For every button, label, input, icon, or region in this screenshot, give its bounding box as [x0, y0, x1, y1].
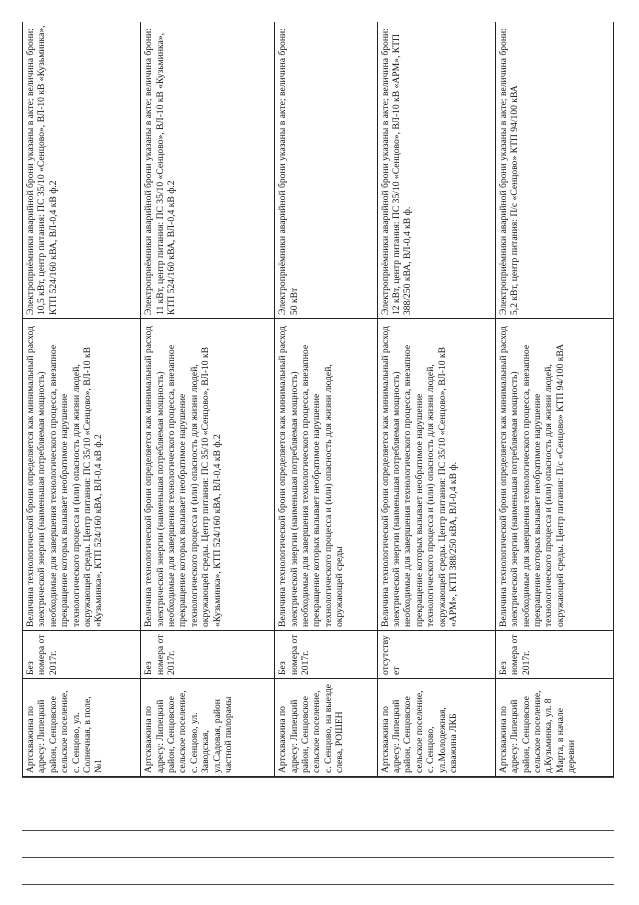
- power-reserve-table: [22, 22, 614, 777]
- emergency-cell: Электроприёмники аварийной брони указаны в акте; величина брони: 11 кВт, центр питания: ПС 35/10 «Сенцово», ВЛ-10 кВ «Кузьминка», КТП 524/160 кВА, ВЛ-0,4 кВ ф.2: [141, 22, 275, 319]
- description-cell: Величина технологической брони определяется как минимальный расход электрической энергии (наименьшая потребляемая мощность) необходимые для завершения технологического процесса, внезапное прекращение которых вызывает необратимое нарушение технологического процесса и (или) опасность для жизни людей, окружающей среды: [275, 319, 377, 631]
- object-cell: Артскважина по адресу: Липецкий район, Сенцовское сельское поселение, с. Сенцово, на выезде слева, РОШЕН: [275, 679, 377, 777]
- blank-line: [22, 857, 614, 858]
- rotated-table-container: [22, 22, 614, 777]
- object-cell: Артскважина по адресу: Липецкий район, Сенцовское сельское поселение, д.Кузьминка, ул. 8 Марта, в начале деревни: [495, 679, 613, 777]
- table-row: [495, 22, 613, 777]
- emergency-cell: Электроприёмники аварийной брони указаны в акте; величина брони: 50 кВт: [275, 22, 377, 319]
- blank-line: [22, 830, 614, 831]
- object-cell: Артскважина по адресу: Липецкий район, Сенцовское сельское поселение, с. Сенцово, ул.Молодежная, скважина ЛКБ: [377, 679, 495, 777]
- table-row: [23, 22, 141, 777]
- document-cell: Без номера от 2017г.: [275, 631, 377, 679]
- description-cell: Величина технологической брони определяется как минимальный расход электрической энергии (наименьшая потребляемая мощность) необходимые для завершения технологического процесса, внезапное прекращение которых вызывает необратимое нарушение технологического процесса и (или) опасность для жизни людей, окружающей среды. Центр питания: ПС 35/10 «Сенцово», ВЛ-10 кВ «Кузьминка», КТП 524/160 кВА, ВЛ-0,4 кВ ф.2: [141, 319, 275, 631]
- table-row: [275, 22, 377, 777]
- document-cell: Без номера от 2017г.: [23, 631, 141, 679]
- rotated-table-area: [22, 22, 614, 777]
- scan-mark: ·: [22, 96, 24, 102]
- object-cell: Артскважина по адресу: Липецкий район, Сенцовское сельское поселение, с. Сенцово, ул. Солнечная, в поле, №1: [23, 679, 141, 777]
- description-cell: Величина технологической брони определяется как минимальный расход электрической энергии (наименьшая потребляемая мощность) необходимые для завершения технологического процесса, внезапное прекращение которых вызывает необратимое нарушение технологического процесса и (или) опасность для жизни людей, окружающей среды. Центр питания: ПС 35/10 «Сенцово», ВЛ-10 кВ «АРМ», КТП 388/250 кВА, ВЛ-0,4 кВ ф.: [377, 319, 495, 631]
- table-row: [141, 22, 275, 777]
- table-row: [377, 22, 495, 777]
- emergency-cell: Электроприёмники аварийной брони указаны в акте; величина брони: 10,5 кВт, центр питания: ПС 35/10 «Сенцово», ВЛ-10 кВ «Кузьминка», КТП 524/160 кВА, ВЛ-0,4 кВ ф.2: [23, 22, 141, 319]
- document-cell: Без номера от 2017г.: [495, 631, 613, 679]
- object-cell: Артскважина по адресу: Липецкий район, Сенцовское сельское поселение, с. Сенцово, ул. Заводская, ул.Садовая, район частной пилорамы: [141, 679, 275, 777]
- document-cell: Без номера от 2017г.: [141, 631, 275, 679]
- description-cell: Величина технологической брони определяется как минимальный расход электрической энергии (наименьшая потребляемая мощность) необходимые для завершения технологического процесса, внезапное прекращение которых вызывает необратимое нарушение технологического процесса и (или) опасность для жизни людей, окружающей среды. Центр питания: ПС 35/10 «Сенцово», ВЛ-10 кВ «Кузьминка», КТП 524/160 кВА, ВЛ-0,4 кВ ф.2: [23, 319, 141, 631]
- description-cell: Величина технологической брони определяется как минимальный расход электрической энергии (наименьшая потребляемая мощность) необходимые для завершения технологического процесса, внезапное прекращение которых вызывает необратимое нарушение технологического процесса и (или) опасность для жизни людей, окружающей среды. Центр питания: П/с «Сенцово» КТП 94/100 кВА: [495, 319, 613, 631]
- emergency-cell: Электроприёмники аварийной брони указаны в акте; величина брони: 5,2 кВт, центр питания: П/с «Сенцово» КТП 94/100 кВА: [495, 22, 613, 319]
- emergency-cell: Электроприёмники аварийной брони указаны в акте; величина брони: 12 кВт, центр питания: ПС 35/10 «Сенцово», ВЛ-10 кВ «АРМ», КТП 388/250 кВА, ВЛ-0,4 кВ ф.: [377, 22, 495, 319]
- document-cell: отсутствует: [377, 631, 495, 679]
- table-bottom-rule: [22, 777, 614, 778]
- blank-line: [22, 884, 614, 885]
